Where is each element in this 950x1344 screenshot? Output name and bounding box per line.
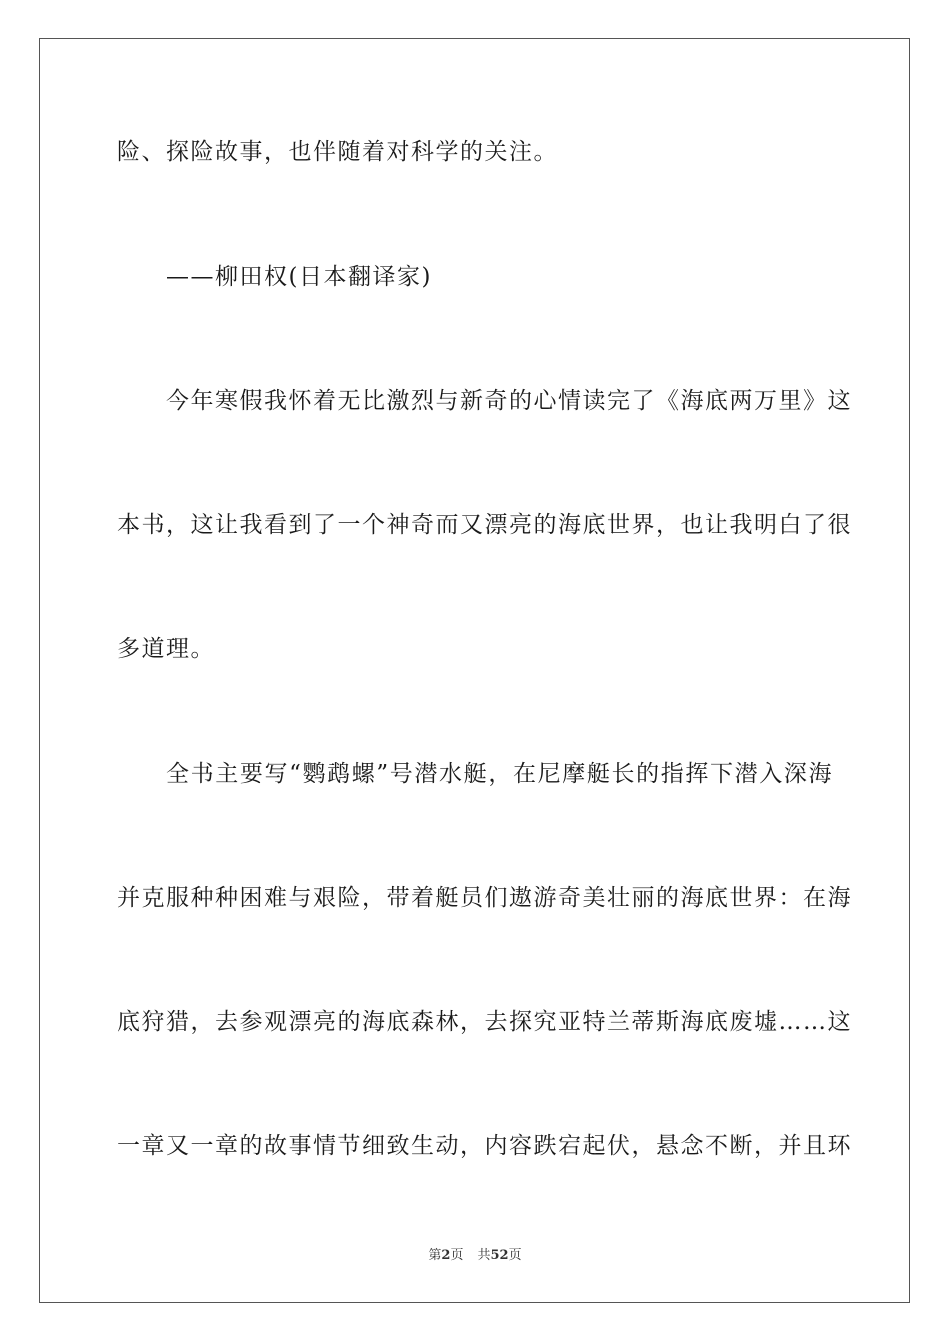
text-line-4: 本书，这让我看到了一个神奇而又漂亮的海底世界，也让我明白了很 <box>117 512 852 538</box>
total-pages: 52 <box>490 1248 509 1263</box>
text-line-9: 一章又一章的故事情节细致生动，内容跌宕起伏，悬念不断，并且环 <box>117 1133 852 1159</box>
page-prefix: 第 <box>428 1248 442 1263</box>
page-number: 2 <box>441 1248 451 1263</box>
text-line-1: 险、探险故事，也伴随着对科学的关注。 <box>117 139 558 165</box>
text-line-7: 并克服种种困难与艰险，带着艇员们遨游奇美壮丽的海底世界：在海 <box>117 885 852 911</box>
page-border <box>39 38 910 1303</box>
text-line-8: 底狩猎，去参观漂亮的海底森林，去探究亚特兰蒂斯海底废墟……这 <box>117 1009 852 1035</box>
attribution-line: ——柳田权(日本翻译家) <box>166 264 432 290</box>
page-suffix: 页 <box>450 1248 464 1263</box>
total-prefix: 共 <box>477 1248 491 1263</box>
text-line-5: 多道理。 <box>117 636 215 662</box>
total-suffix: 页 <box>508 1248 522 1263</box>
page-footer <box>0 1247 950 1265</box>
text-line-3: 今年寒假我怀着无比激烈与新奇的心情读完了《海底两万里》这 <box>166 388 852 414</box>
text-line-6: 全书主要写“鹦鹉螺”号潜水艇，在尼摩艇长的指挥下潜入深海 <box>166 761 833 787</box>
